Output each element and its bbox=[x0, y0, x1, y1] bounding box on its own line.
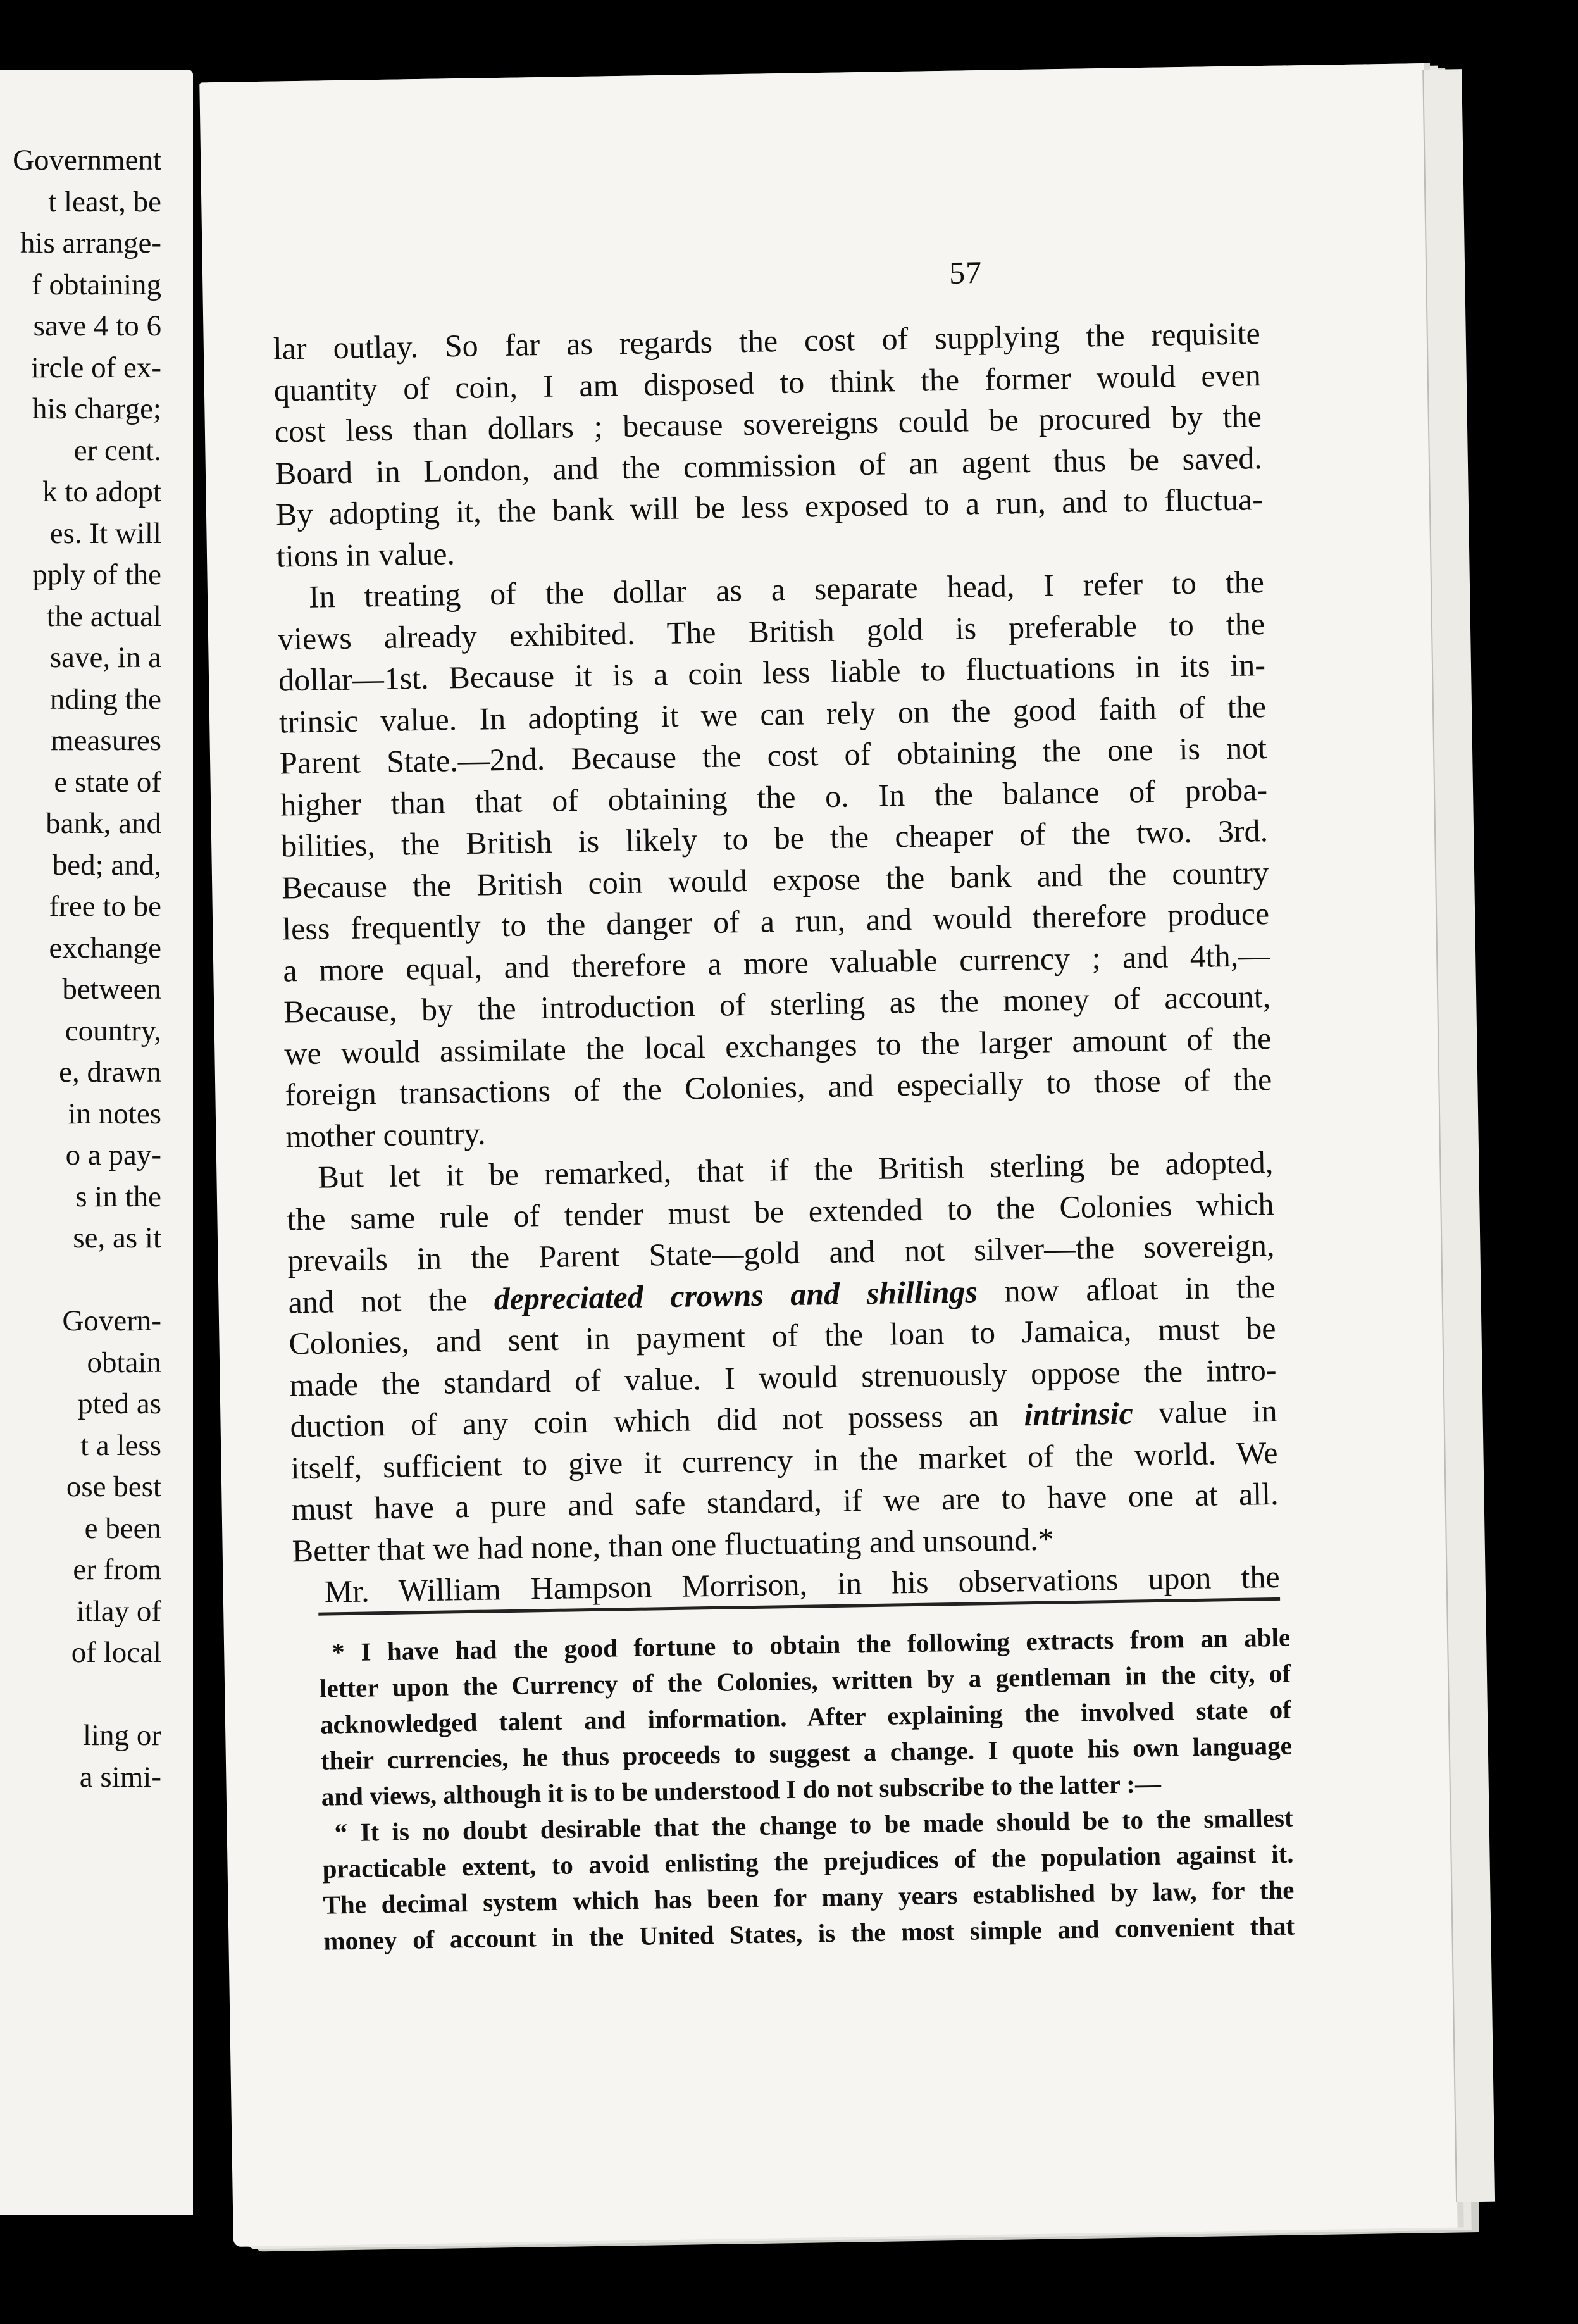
left-page-line: o a pay- bbox=[65, 1139, 161, 1171]
body-line: dollar—1st. Because it is a coin less liable to fluctuations in its in- bbox=[278, 647, 1266, 698]
left-page-line: pply of the bbox=[32, 558, 161, 591]
body-line: cost less than dollars ; because sovereigns could be procured by the bbox=[274, 398, 1262, 449]
left-page-line: exchange bbox=[49, 931, 161, 965]
left-page-line: country, bbox=[65, 1014, 161, 1047]
footnote-line: * I have had the good fortune to obtain the following extracts from an able bbox=[331, 1622, 1291, 1667]
body-line: higher than that of obtaining the o. In the balance of proba- bbox=[280, 771, 1268, 823]
left-page-line: er cent. bbox=[73, 434, 161, 467]
body-line: views already exhibited. The British gold is preferable to the bbox=[277, 605, 1265, 657]
left-page-line: k to adopt bbox=[42, 475, 161, 508]
footnote-line: “ It is no doubt desirable that the change to be made should be to the smallest bbox=[334, 1802, 1293, 1847]
footnote-line: practicable extent, to avoid enlisting the prejudices of the population against it. bbox=[322, 1839, 1294, 1884]
body-text bbox=[273, 313, 1280, 1613]
body-line: we would assimilate the local exchanges to the larger amount of the bbox=[283, 1020, 1272, 1071]
left-page-line: his arrange- bbox=[20, 227, 161, 259]
left-page-line: obtain bbox=[87, 1346, 161, 1379]
left-page-line: bed; and, bbox=[52, 848, 161, 882]
body-line: But let it be remarked, that if the British sterling be adopted, bbox=[318, 1144, 1274, 1195]
body-line: foreign transactions of the Colonies, and especially to those of the bbox=[284, 1061, 1272, 1113]
body-line: Mr. William Hampson Morrison, in his observations upon the bbox=[324, 1558, 1280, 1609]
previous-page-fragment bbox=[0, 70, 193, 2215]
body-line: Board in London, and the commission of an agent thus be saved. bbox=[275, 439, 1263, 491]
body-line-italic: depreciated crowns and shillings bbox=[494, 1273, 978, 1316]
body-line: less frequently to the danger of a run, and would therefore produce bbox=[282, 896, 1270, 947]
left-page-line: save 4 to 6 bbox=[33, 309, 161, 342]
left-page-line: the actual bbox=[46, 599, 161, 633]
left-page-line: ling or bbox=[82, 1719, 161, 1752]
body-line: Colonies, and sent in payment of the loan to Jamaica, must be bbox=[289, 1309, 1276, 1361]
body-line: must have a pure and safe standard, if we are to have one at all. bbox=[291, 1475, 1279, 1527]
left-page-line: es. It will bbox=[49, 516, 161, 550]
body-line: itself, sufficient to give it currency in the market of the world. We bbox=[290, 1434, 1278, 1485]
body-line: bilities, the British is likely to be the cheaper of the two. 3rd. bbox=[280, 813, 1269, 864]
body-line: tions in value. bbox=[276, 535, 456, 574]
body-line: a more equal, and therefore a more valuable currency ; and 4th,— bbox=[282, 937, 1270, 989]
left-page-line: nding the bbox=[49, 682, 161, 716]
body-line: quantity of coin, I am disposed to think the former would even bbox=[273, 356, 1262, 408]
body-line: lar outlay. So far as regards the cost of supplying the requisite bbox=[273, 315, 1261, 366]
left-page-line: save, in a bbox=[49, 641, 161, 674]
left-page-line: Government bbox=[13, 144, 161, 177]
page-number: 57 bbox=[948, 254, 983, 290]
left-page-line: ircle of ex- bbox=[30, 351, 161, 384]
footnote-line: letter upon the Currency of the Colonies, written by a gentleman in the city, of bbox=[319, 1658, 1291, 1703]
left-page-line: a simi- bbox=[79, 1760, 161, 1794]
left-page-line: s in the bbox=[75, 1180, 161, 1213]
footnote-line: their currencies, he thus proceeds to suggest a change. I quote his own language bbox=[320, 1730, 1293, 1775]
footnote-line: and views, although it is to be understood I do not subscribe to the latter :— bbox=[321, 1768, 1162, 1811]
body-line-text: value in bbox=[1133, 1392, 1277, 1431]
left-page-line: bank, and bbox=[46, 807, 161, 840]
body-line: Parent State.—2nd. Because the cost of obtaining the one is not bbox=[279, 730, 1267, 781]
left-page-line: Govern- bbox=[62, 1304, 161, 1337]
body-line: Better that we had none, than one fluctuating and unsound.* bbox=[292, 1520, 1054, 1568]
left-page-line: his charge; bbox=[32, 392, 161, 425]
left-page-line: ose best bbox=[66, 1470, 161, 1503]
body-line: In treating of the dollar as a separate head, I refer to the bbox=[308, 564, 1265, 615]
footnote-line: money of account in the United States, is the most simple and convenient that bbox=[323, 1911, 1295, 1956]
body-line-text: duction of any coin which did not possess an bbox=[290, 1397, 999, 1444]
left-page-line: t least, be bbox=[48, 185, 161, 218]
body-line-italic: intrinsic bbox=[1023, 1395, 1134, 1433]
left-page-line: e been bbox=[84, 1511, 161, 1545]
body-line-text: and not the bbox=[288, 1281, 468, 1320]
book-page bbox=[199, 63, 1457, 2247]
body-line: made the standard of value. I would strenuously oppose the intro- bbox=[289, 1351, 1277, 1403]
body-line: By adopting it, the bank will be less exposed to a run, and to fluctua- bbox=[275, 481, 1264, 532]
left-page-line: e, drawn bbox=[59, 1056, 161, 1089]
body-line: Because, by the introduction of sterling as the money of account, bbox=[283, 978, 1271, 1030]
body-line: the same rule of tender must be extended to the Colonies which bbox=[287, 1185, 1274, 1237]
left-page-line: itlay of bbox=[76, 1594, 161, 1628]
body-line: mother country. bbox=[285, 1115, 486, 1154]
left-page-line: in notes bbox=[68, 1097, 161, 1130]
body-line: prevails in the Parent State—gold and not silver—the sovereign, bbox=[287, 1227, 1275, 1278]
left-page-line: se, as it bbox=[73, 1221, 161, 1254]
footnote-line: The decimal system which has been for many years established by law, for the bbox=[323, 1875, 1295, 1920]
body-line-text: now afloat in the bbox=[977, 1268, 1276, 1309]
left-page-line: e state of bbox=[54, 765, 161, 799]
footnote bbox=[319, 1620, 1295, 1959]
body-line: trinsic value. In adopting it we can rely on the good faith of the bbox=[278, 688, 1267, 740]
footnote-line: acknowledged talent and information. After explaining the involved state of bbox=[320, 1694, 1292, 1739]
left-page-line: er from bbox=[73, 1553, 161, 1586]
left-page-line: f obtaining bbox=[32, 268, 161, 301]
left-page-line: pted as bbox=[78, 1387, 161, 1420]
page-edges bbox=[1422, 69, 1495, 2202]
body-line: Because the British coin would expose the bank and the country bbox=[281, 854, 1269, 906]
left-page-line: between bbox=[62, 973, 161, 1006]
left-page-line: t a less bbox=[80, 1428, 161, 1462]
left-page-line: of local bbox=[71, 1636, 161, 1669]
left-page-line: measures bbox=[51, 724, 161, 757]
left-page-line: free to be bbox=[49, 890, 161, 923]
